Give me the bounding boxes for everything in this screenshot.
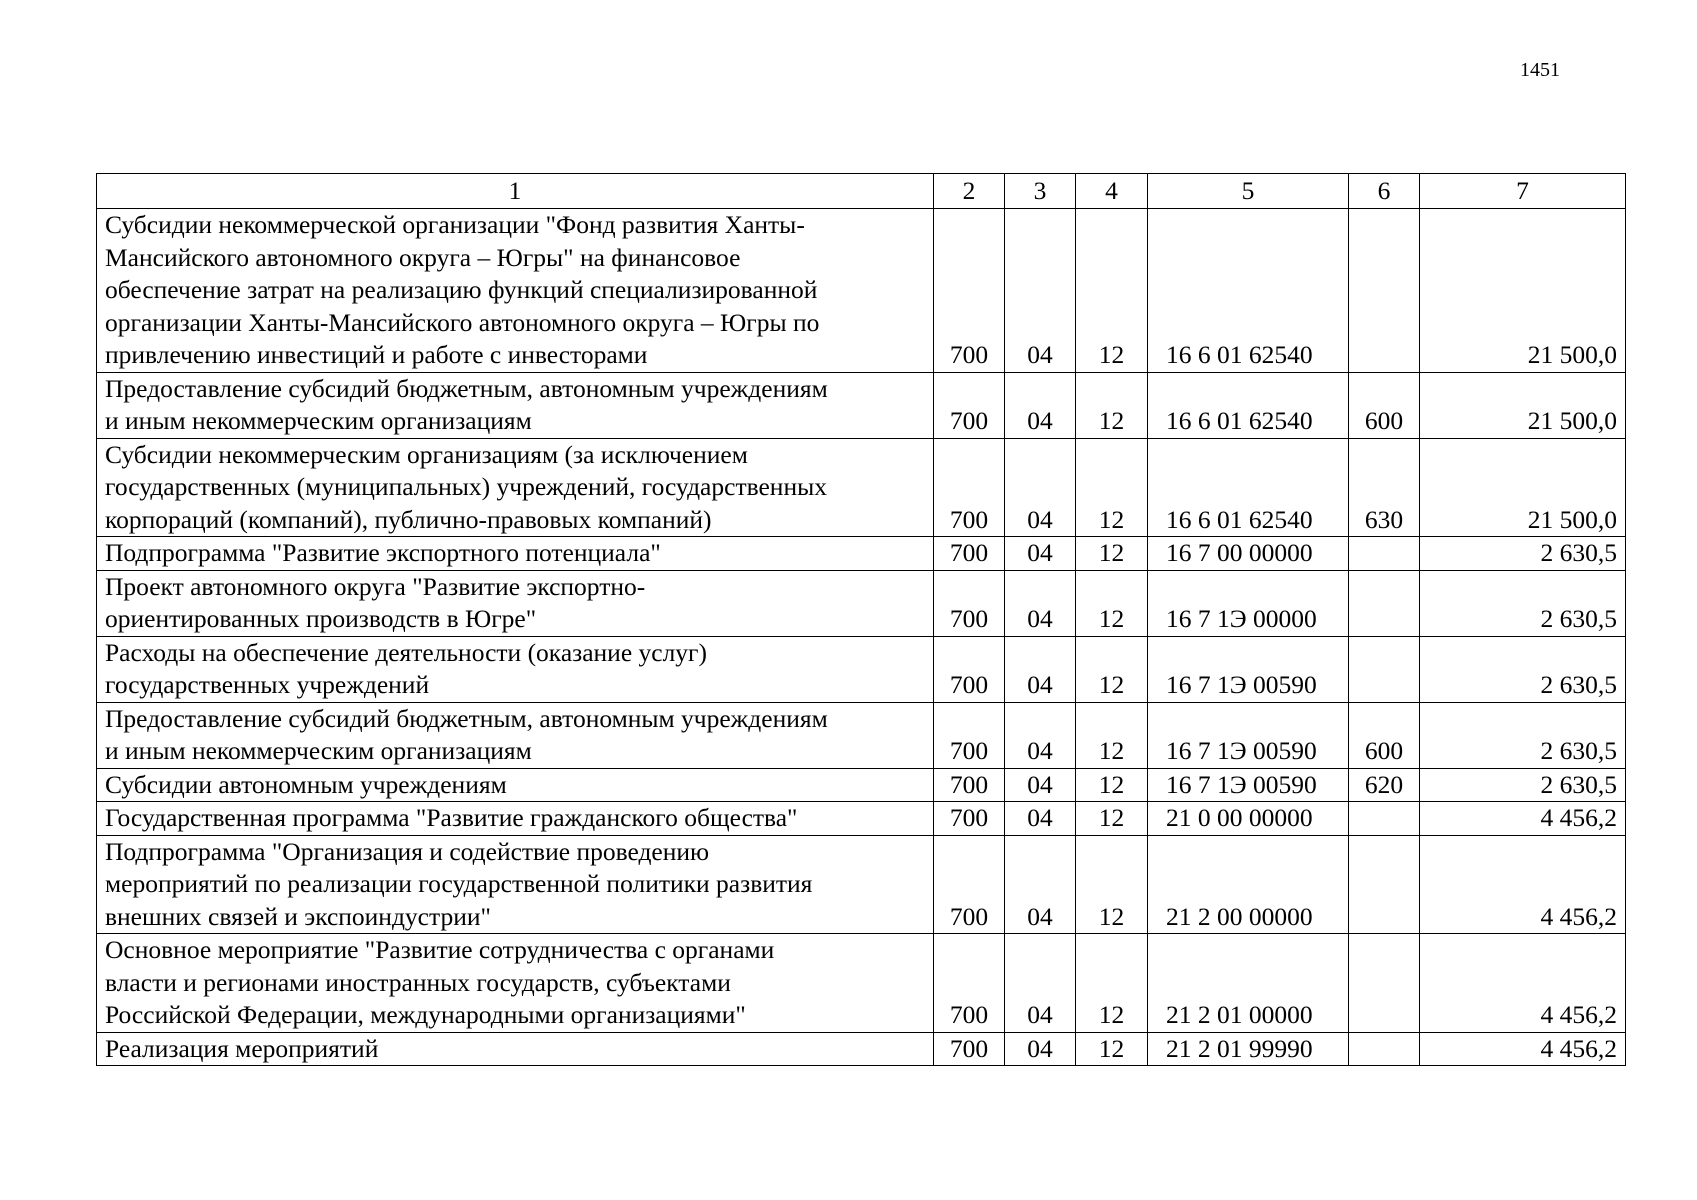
table-row (97, 209, 1626, 373)
row-col-4: 12 (1076, 209, 1148, 373)
row-col-2: 700 (934, 835, 1005, 934)
row-description: Расходы на обеспечение деятельности (оказание услуг) государственных учреждений (97, 636, 934, 702)
row-description: Субсидии некоммерческим организациям (за исключением государственных (муниципальных) учреждений, государственных корпораций (компаний), публично-правовых компаний) (97, 438, 934, 537)
row-col-6 (1349, 802, 1420, 836)
row-description: Реализация мероприятий (97, 1032, 934, 1066)
header-col-4: 4 (1076, 174, 1148, 209)
row-col-6 (1349, 934, 1420, 1033)
row-col-2: 700 (934, 570, 1005, 636)
row-col-4: 12 (1076, 537, 1148, 571)
row-col-6 (1349, 537, 1420, 571)
table-row (97, 438, 1626, 537)
row-col-6 (1349, 835, 1420, 934)
row-description: Государственная программа "Развитие гражданского общества" (97, 802, 934, 836)
row-col-4: 12 (1076, 702, 1148, 768)
row-col-2: 700 (934, 537, 1005, 571)
row-col-6: 620 (1349, 768, 1420, 802)
table-row (97, 802, 1626, 836)
row-col-6: 600 (1349, 372, 1420, 438)
row-col-4: 12 (1076, 802, 1148, 836)
row-col-4: 12 (1076, 1032, 1148, 1066)
page-number: 1451 (1520, 59, 1560, 81)
budget-table (96, 173, 1626, 1066)
row-description: Субсидии некоммерческой организации "Фонд развития Ханты- Мансийского автономного округа – Югры" на финансовое обеспечение затрат на реализацию функций специализированной организации Ханты-Мансийского автономного округа – Югры по привлечению инвестиций и работе с инвесторами (97, 209, 934, 373)
row-col-6: 630 (1349, 438, 1420, 537)
row-col-7: 21 500,0 (1420, 438, 1626, 537)
table-row (97, 537, 1626, 571)
row-col-5: 16 7 1Э 00000 (1148, 570, 1349, 636)
row-col-7: 2 630,5 (1420, 768, 1626, 802)
row-col-5: 16 7 1Э 00590 (1148, 636, 1349, 702)
row-col-5: 16 7 00 00000 (1148, 537, 1349, 571)
table-row (97, 835, 1626, 934)
row-col-3: 04 (1005, 636, 1076, 702)
row-col-5: 16 6 01 62540 (1148, 438, 1349, 537)
row-col-5: 16 6 01 62540 (1148, 209, 1349, 373)
row-description: Основное мероприятие "Развитие сотрудничества с органами власти и регионами иностранных государств, субъектами Российской Федерации, международными организациями" (97, 934, 934, 1033)
header-row (97, 174, 1626, 209)
row-col-5: 16 6 01 62540 (1148, 372, 1349, 438)
row-col-6 (1349, 570, 1420, 636)
table-row (97, 702, 1626, 768)
row-col-3: 04 (1005, 372, 1076, 438)
row-col-4: 12 (1076, 438, 1148, 537)
row-col-5: 21 2 01 00000 (1148, 934, 1349, 1033)
row-col-2: 700 (934, 372, 1005, 438)
row-col-7: 2 630,5 (1420, 702, 1626, 768)
row-col-4: 12 (1076, 768, 1148, 802)
row-description: Предоставление субсидий бюджетным, автономным учреждениям и иным некоммерческим организациям (97, 702, 934, 768)
row-col-7: 4 456,2 (1420, 934, 1626, 1033)
row-col-3: 04 (1005, 802, 1076, 836)
row-col-6: 600 (1349, 702, 1420, 768)
row-col-3: 04 (1005, 209, 1076, 373)
header-col-3: 3 (1005, 174, 1076, 209)
row-col-3: 04 (1005, 570, 1076, 636)
row-col-4: 12 (1076, 570, 1148, 636)
table-row (97, 636, 1626, 702)
row-description: Субсидии автономным учреждениям (97, 768, 934, 802)
row-col-2: 700 (934, 636, 1005, 702)
row-col-5: 16 7 1Э 00590 (1148, 702, 1349, 768)
row-col-5: 21 2 00 00000 (1148, 835, 1349, 934)
row-col-7: 21 500,0 (1420, 372, 1626, 438)
row-col-4: 12 (1076, 835, 1148, 934)
row-col-3: 04 (1005, 1032, 1076, 1066)
row-col-7: 21 500,0 (1420, 209, 1626, 373)
header-col-1: 1 (97, 174, 934, 209)
row-col-5: 21 0 00 00000 (1148, 802, 1349, 836)
table-row (97, 934, 1626, 1033)
row-description: Предоставление субсидий бюджетным, автономным учреждениям и иным некоммерческим организациям (97, 372, 934, 438)
row-description: Проект автономного округа "Развитие экспортно- ориентированных производств в Югре" (97, 570, 934, 636)
header-col-5: 5 (1148, 174, 1349, 209)
row-col-2: 700 (934, 1032, 1005, 1066)
row-description: Подпрограмма "Развитие экспортного потенциала" (97, 537, 934, 571)
row-col-7: 4 456,2 (1420, 802, 1626, 836)
row-col-2: 700 (934, 438, 1005, 537)
row-col-2: 700 (934, 702, 1005, 768)
table-row (97, 1032, 1626, 1066)
row-col-3: 04 (1005, 768, 1076, 802)
row-col-4: 12 (1076, 934, 1148, 1033)
header-col-6: 6 (1349, 174, 1420, 209)
row-col-5: 16 7 1Э 00590 (1148, 768, 1349, 802)
row-col-7: 4 456,2 (1420, 1032, 1626, 1066)
table-row (97, 570, 1626, 636)
header-col-7: 7 (1420, 174, 1626, 209)
row-col-3: 04 (1005, 537, 1076, 571)
row-description: Подпрограмма "Организация и содействие проведению мероприятий по реализации государственной политики развития внешних связей и экспоиндустрии" (97, 835, 934, 934)
row-col-2: 700 (934, 209, 1005, 373)
row-col-7: 2 630,5 (1420, 537, 1626, 571)
row-col-7: 2 630,5 (1420, 636, 1626, 702)
row-col-4: 12 (1076, 636, 1148, 702)
row-col-7: 4 456,2 (1420, 835, 1626, 934)
row-col-7: 2 630,5 (1420, 570, 1626, 636)
row-col-2: 700 (934, 802, 1005, 836)
row-col-6 (1349, 636, 1420, 702)
row-col-3: 04 (1005, 934, 1076, 1033)
row-col-2: 700 (934, 768, 1005, 802)
table-row (97, 768, 1626, 802)
row-col-3: 04 (1005, 835, 1076, 934)
header-col-2: 2 (934, 174, 1005, 209)
row-col-2: 700 (934, 934, 1005, 1033)
row-col-6 (1349, 1032, 1420, 1066)
row-col-3: 04 (1005, 702, 1076, 768)
row-col-5: 21 2 01 99990 (1148, 1032, 1349, 1066)
row-col-6 (1349, 209, 1420, 373)
table-row (97, 372, 1626, 438)
row-col-3: 04 (1005, 438, 1076, 537)
row-col-4: 12 (1076, 372, 1148, 438)
